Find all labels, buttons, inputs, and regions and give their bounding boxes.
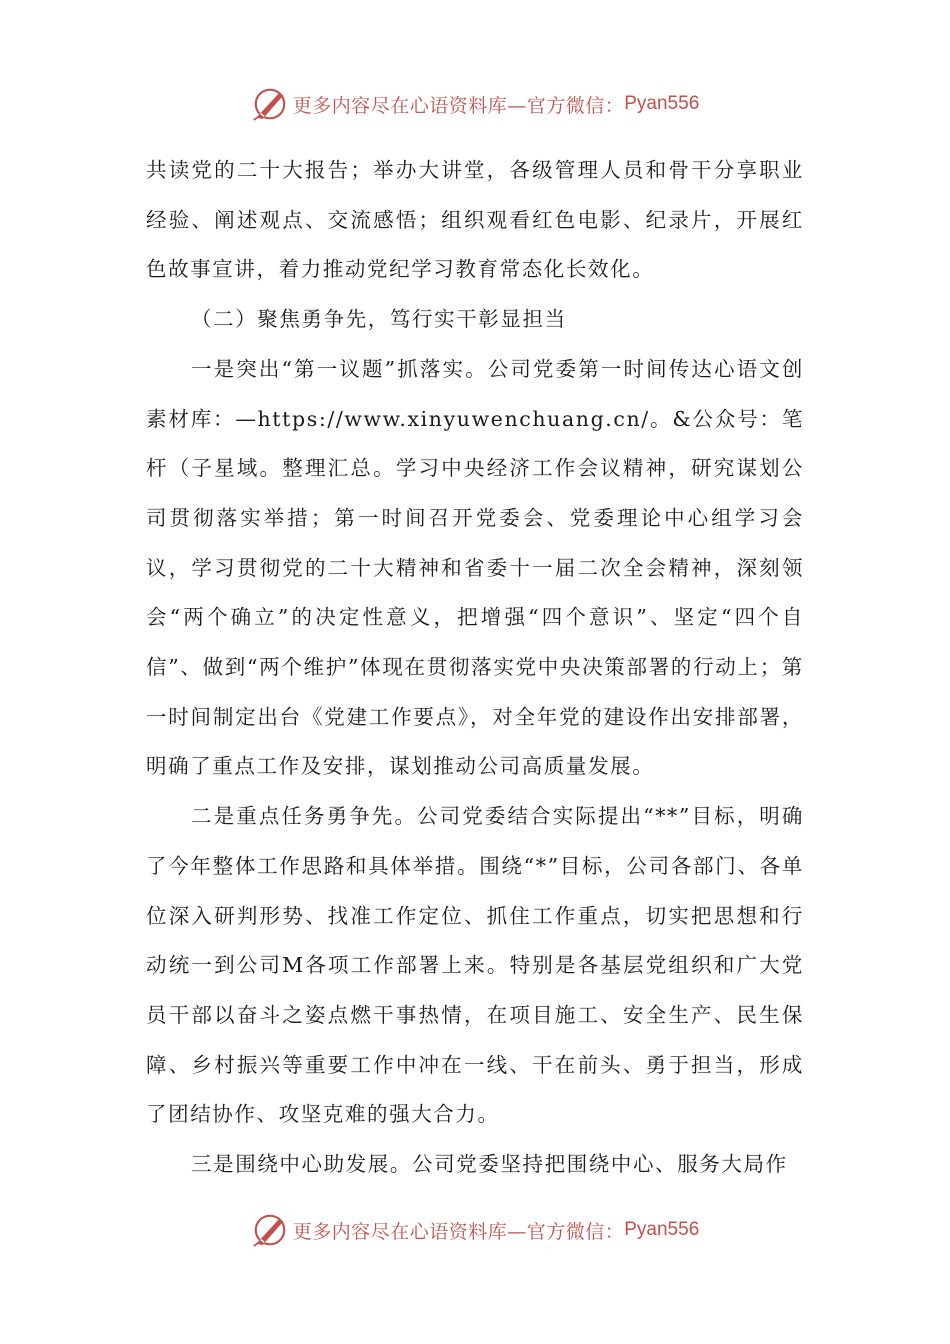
header-banner-inner — [251, 85, 700, 123]
paragraph-4: 三是围绕中心助发展。公司党委坚持把围绕中心、服务大局作 — [191, 1152, 788, 1177]
paragraph-3: 二是重点任务勇争先。公司党委结合实际提出“**”目标，明确了今年整体工作思路和具体举措。围绕“*”目标，公司各部门、各单位深入研判形势、找准工作定位、抓住工作重点，切实把思想和行动统一到公司M各项工作部署上来。特别是各基层党组织和广大党员干部以奋斗之姿点燃干事热情，在项目施工、安全生产、民生保障、乡村振兴等重要工作中冲在一线、干在前头、勇于担当，形成了团结协作、攻坚克难的强大合力。 — [146, 804, 804, 1127]
header-banner — [0, 84, 950, 124]
section-heading: （二）聚焦勇争先，笃行实干彰显担当 — [191, 307, 567, 332]
pen-in-circle-icon — [251, 85, 289, 123]
header-wechat-id: Pyan556 — [624, 93, 700, 114]
document-body — [146, 146, 804, 1190]
footer-banner-text: 更多内容尽在心语资料库—官方微信： — [292, 1220, 625, 1243]
header-banner-text: 更多内容尽在心语资料库—官方微信： — [292, 94, 625, 117]
paragraph-2: 一是突出“第一议题”抓落实。公司党委第一时间传达心语文创素材库：—https://www.xinyuwenchuang.cn/。&公众号：笔杆（子星域。整理汇总。学习中央经济工作会议精神，研究谋划公司贯彻落实举措；第一时间召开党委会、党委理论中心组学习会议，学习贯彻党的二十大精神和省委十一届二次全会精神，深刻领会“两个确立”的决定性意义，把增强“四个意识”、坚定“四个自信”、做到“两个维护”体现在贯彻落实党中央决策部署的行动上；第一时间制定出台《党建工作要点》，对全年党的建设作出安排部署，明确了重点工作及安排，谋划推动公司高质量发展。 — [146, 356, 804, 779]
footer-wechat-id: Pyan556 — [624, 1219, 700, 1240]
footer-banner — [0, 1210, 950, 1250]
footer-banner-inner — [251, 1211, 700, 1249]
paragraph-1: 共读党的二十大报告；举办大讲堂，各级管理人员和骨干分享职业经验、阐述观点、交流感悟；组织观看红色电影、纪录片，开展红色故事宣讲，着力推动党纪学习教育常态化长效化。 — [146, 158, 804, 282]
pen-in-circle-icon — [251, 1211, 289, 1249]
